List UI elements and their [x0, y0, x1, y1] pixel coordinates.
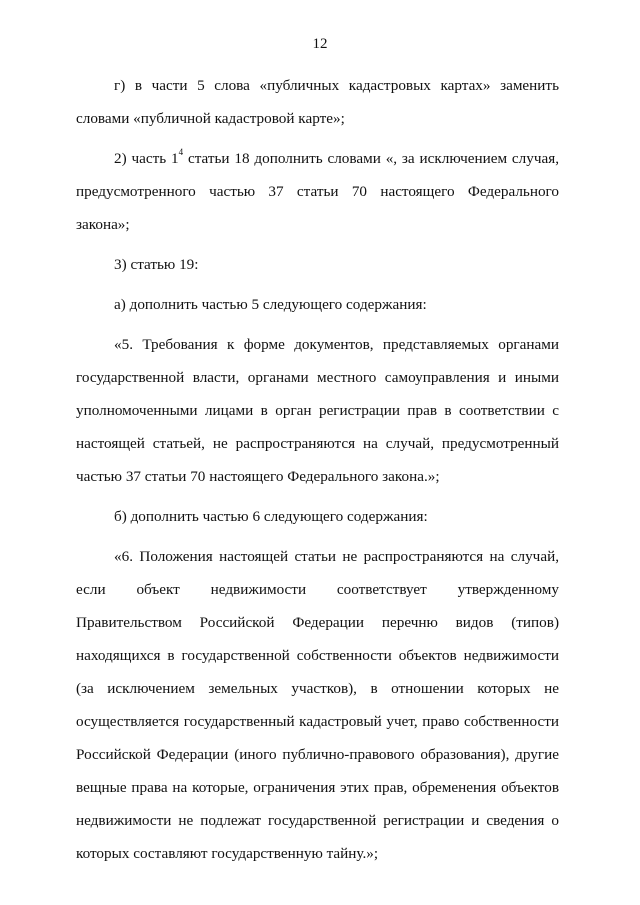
paragraph-item-2 — [76, 142, 559, 241]
item-2-text-start: 2) часть 1 — [114, 150, 179, 167]
paragraph-quote-part5: «5. Требования к форме документов, представляемых органами государственной власти, органами местного самоуправления и иными уполномоченными лицами в орган регистрации прав в соответствии с настоящей статьей, не распространяются на случай, предусмотренный частью 37 статьи 70 настоящего Федерального закона.»; — [76, 336, 559, 485]
document-body — [76, 69, 559, 870]
item-2-text-end: статьи 18 дополнить словами «, за исключением случая, предусмотренного частью 37 статьи 70 настоящего Федерального закона»; — [76, 150, 559, 233]
paragraph-item-3b: б) дополнить частью 6 следующего содержания: — [114, 508, 428, 525]
paragraph-quote-part6: «6. Положения настоящей статьи не распространяются на случай, если объект недвижимости соответствует утвержденному Правительством Российской Федерации перечню видов (типов) находящихся в государственной собственности объектов недвижимости (за исключением земельных участков), в отношении которых не осуществляется государственный кадастровый учет, право собственности Российской Федерации (иного публично-правового образования), другие вещные права на которые, ограничения этих прав, обременения объектов недвижимости не подлежат государственной регистрации и сведения о которых составляют государственную тайну.»; — [76, 548, 559, 862]
page-number: 12 — [312, 36, 328, 52]
paragraph-g-part5: г) в части 5 слова «публичных кадастровых картах» заменить словами «публичной кадастровой карте»; — [76, 77, 559, 127]
paragraph-item-3: 3) статью 19: — [114, 256, 199, 273]
paragraph-item-3a: а) дополнить частью 5 следующего содержания: — [114, 296, 427, 313]
superscript-index: 4 — [178, 146, 184, 157]
